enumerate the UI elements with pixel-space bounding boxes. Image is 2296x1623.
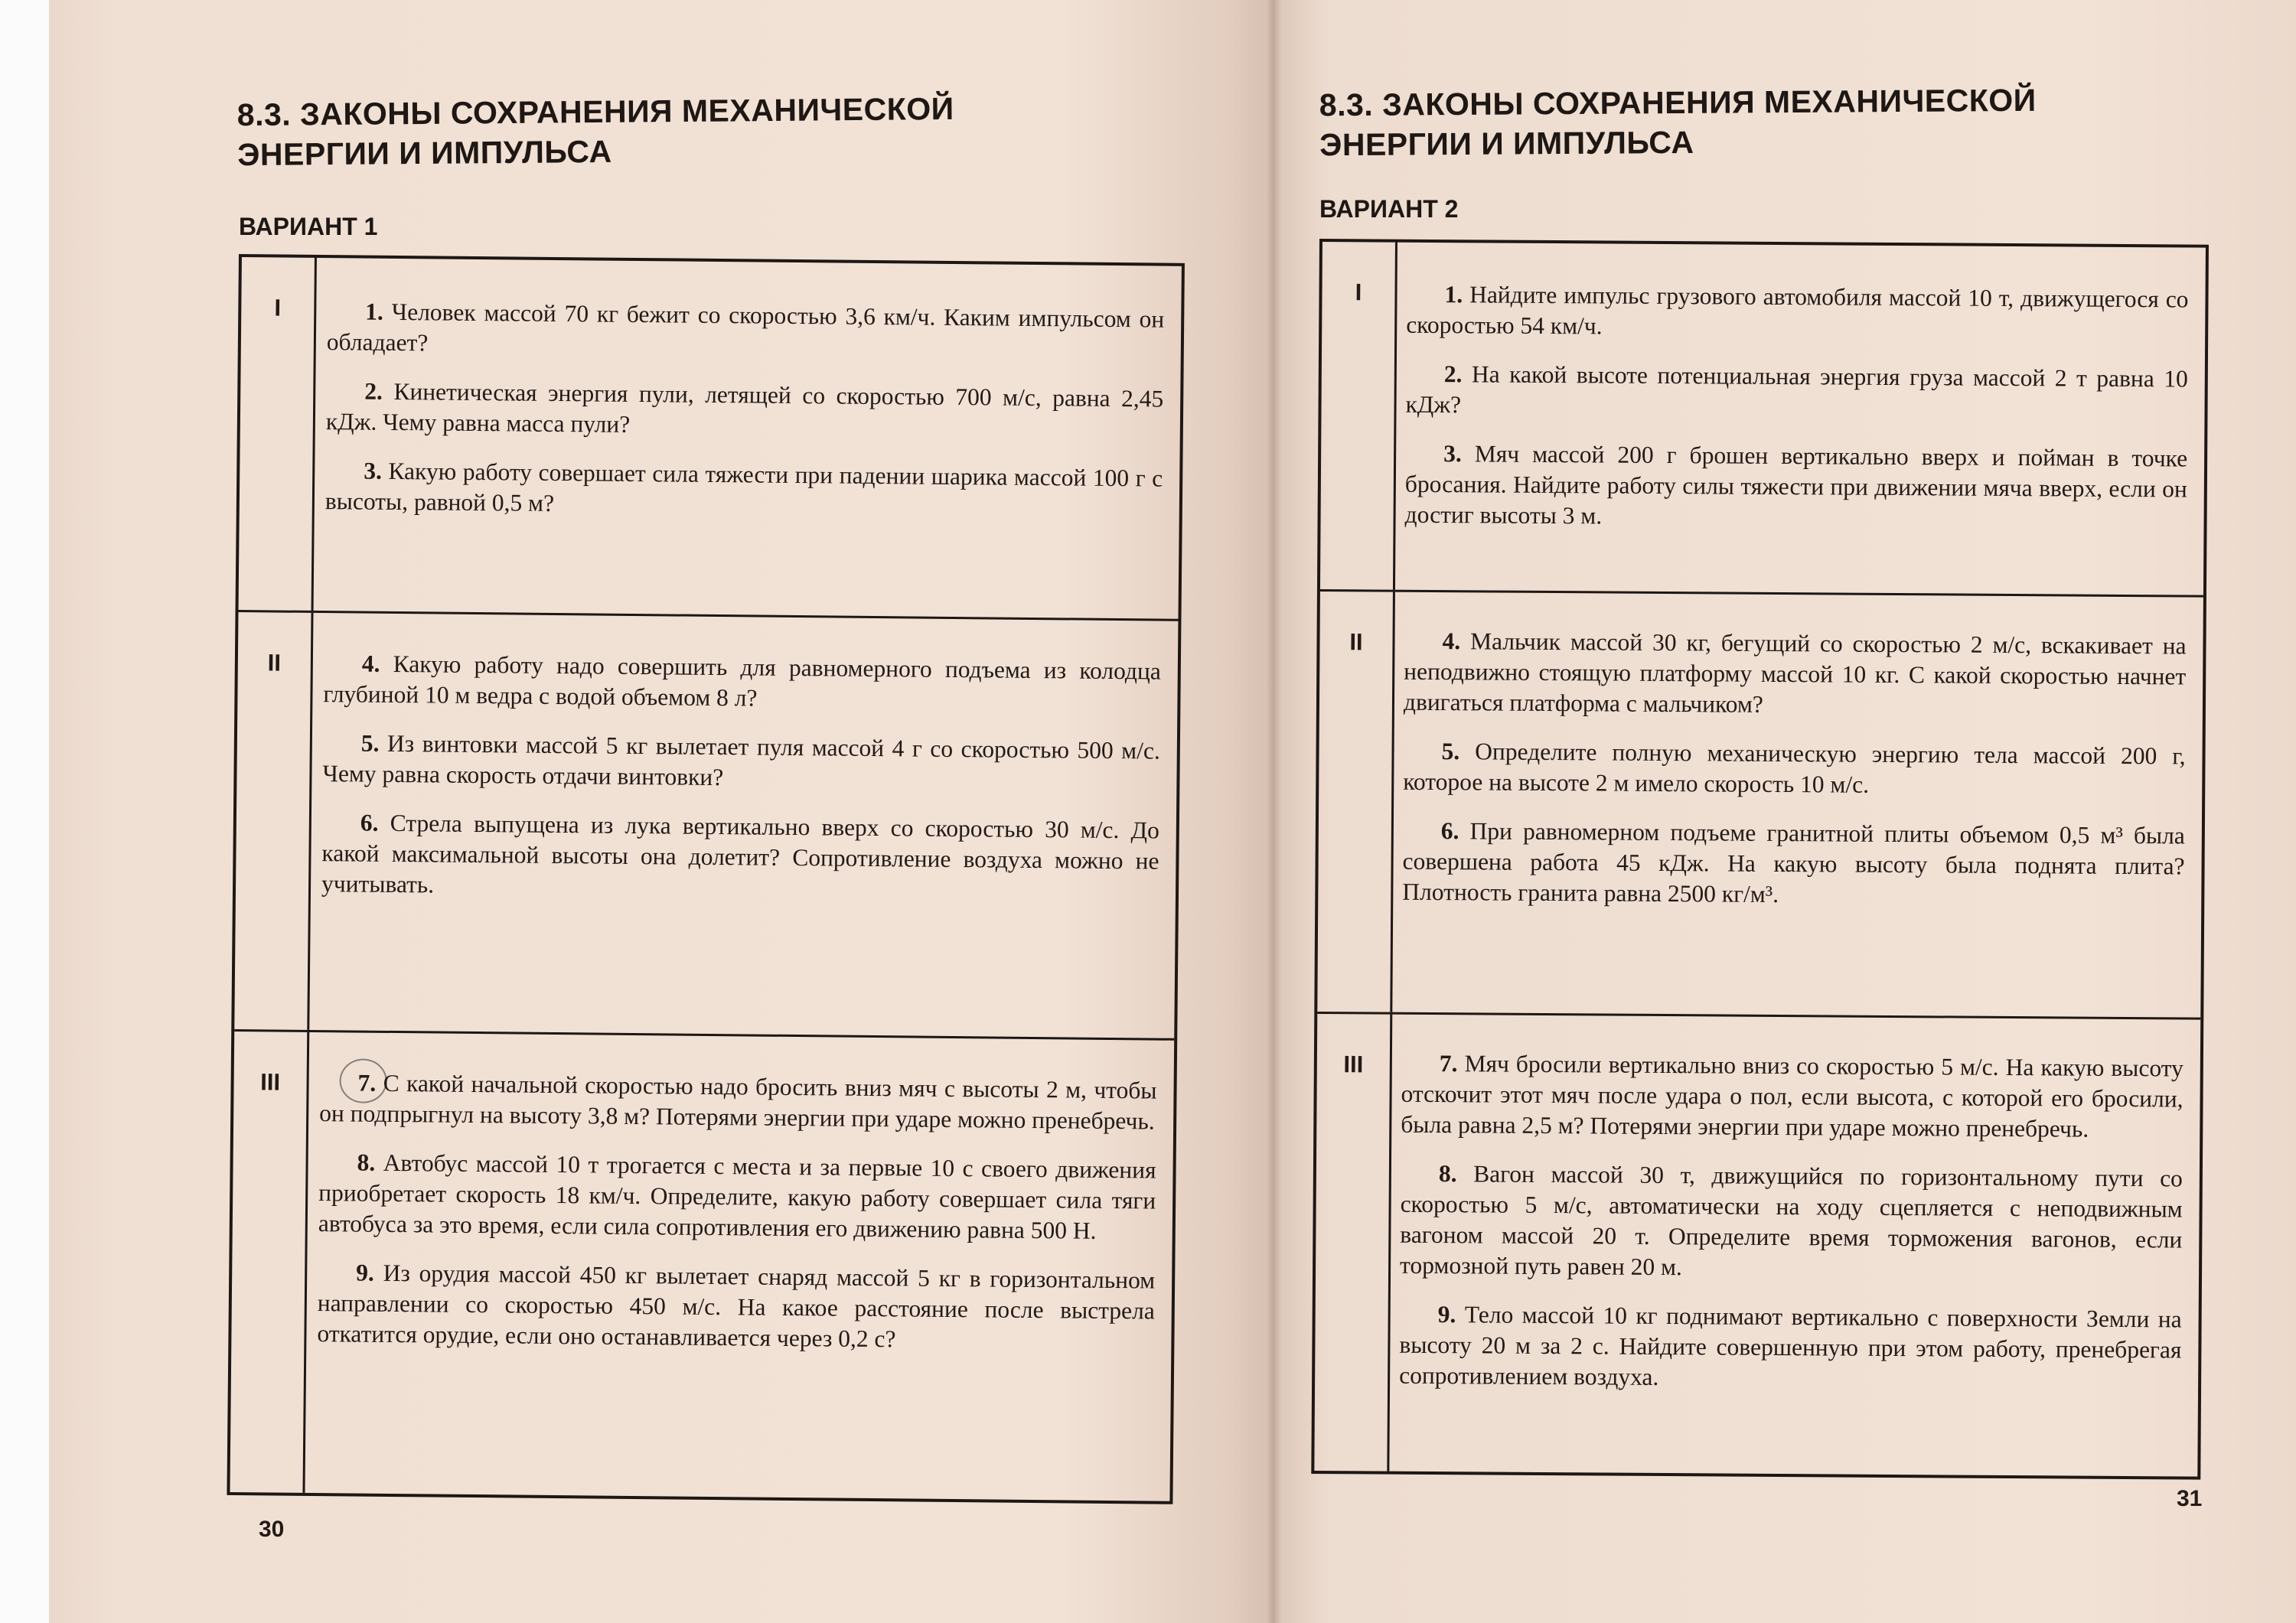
problem-number: 9. — [356, 1259, 375, 1286]
problem-4 — [1404, 626, 2187, 723]
problem-text: Человек массой 70 кг бежит со скоростью 3,6 км/ч. Каким импульсом он обладает? — [326, 298, 1165, 357]
problem-list — [1402, 592, 2187, 931]
table-row — [234, 612, 1178, 1041]
scan-background — [0, 0, 49, 1623]
level-label: III — [260, 1068, 281, 1096]
problem-number: 3. — [364, 457, 383, 484]
problem-6 — [321, 807, 1159, 907]
problem-text: Мяч массой 200 г брошен вертикально вверх и пойман в точке бросания. Найдите работу силы тяжести при движении мяча вверх, если он достиг высоты 3 м. — [1404, 440, 2188, 530]
level-label: I — [1355, 279, 1362, 306]
problem-8 — [318, 1147, 1156, 1247]
level-label: I — [274, 294, 282, 321]
problem-text: Тело массой 10 кг поднимают вертикально с поверхности Земли на высоту 20 м за 2 с. Найдите совершенную при этом работу, пренебрегая сопротивлением воздуха. — [1399, 1301, 2182, 1390]
problem-number: 4. — [361, 650, 380, 677]
page-title — [1319, 80, 2037, 165]
level-cell — [1314, 1014, 1392, 1471]
table-row — [1317, 592, 2203, 1020]
problem-3 — [1404, 438, 2187, 536]
problem-number: 8. — [357, 1149, 376, 1176]
task-table — [227, 254, 1185, 1504]
problem-text: Кинетическая энергия пули, летящей со скоростью 700 м/с, равна 2,45 кДж. Чему равна масса пули? — [325, 377, 1164, 438]
level-label: II — [1349, 628, 1363, 656]
problem-text: Найдите импульс грузового автомобиля массой 10 т, движущегося со скоростью 54 км/ч. — [1406, 281, 2189, 340]
book-spine — [1266, 0, 1281, 1623]
table-row — [239, 257, 1182, 621]
level-label: III — [1343, 1051, 1364, 1078]
problem-number: 6. — [360, 809, 379, 836]
problem-list — [317, 1032, 1157, 1375]
problem-number: 2. — [364, 377, 383, 405]
problem-5 — [1403, 736, 2186, 803]
problem-1 — [327, 296, 1165, 365]
problem-text: Определите полную механическую энергию тела массой 200 г, которое на высоте 2 м имело скорость 10 м/с. — [1403, 738, 2186, 798]
problem-4 — [323, 648, 1161, 717]
level-cell — [230, 1031, 309, 1493]
title-line-1: 8.3. ЗАКОНЫ СОХРАНЕНИЯ МЕХАНИЧЕСКОЙ — [236, 90, 954, 133]
table-row — [1320, 242, 2206, 598]
problem-text: Мяч бросили вертикально вниз со скоростью 5 м/с. На какую высоту отскочит этот мяч после удара о пол, если высота, с которой его бросили, была равна 2,5 м? Потерями энергии при ударе можно пренебречь. — [1401, 1050, 2183, 1142]
problem-number: 5. — [1441, 738, 1460, 765]
problem-number: 1. — [365, 298, 384, 325]
problem-text: На какой высоте потенциальная энергия груза массой 2 т равна 10 кДж? — [1405, 360, 2188, 419]
table-row — [230, 1031, 1174, 1501]
problem-number: 5. — [360, 729, 380, 757]
problem-text: Автобус массой 10 т трогается с места и за первые 10 с своего движения приобретает скорость 18 км/ч. Определите, какую работу совершает сила тяги автобуса за это время, если сила сопротивления его движению равна 500 Н. — [318, 1149, 1156, 1244]
problem-5 — [322, 728, 1160, 797]
open-book — [49, 0, 2296, 1623]
problem-text: Какую работу совершает сила тяжести при падении шарика массой 100 г с высоты, равной 0,5 м? — [325, 457, 1163, 517]
problem-text: При равномерном подъеме гранитной плиты объемом 0,5 м³ была совершена работа 45 кДж. На какую высоту была поднята плита? Плотность гранита равна 2500 кг/м³. — [1402, 817, 2185, 908]
variant-label: ВАРИАНТ 1 — [239, 213, 378, 240]
problem-text: Из винтовки массой 5 кг вылетает пуля массой 4 г со скоростью 500 м/с. Чему равна скорость отдачи винтовки? — [322, 729, 1160, 791]
problem-list — [325, 258, 1164, 543]
problem-number: 3. — [1443, 440, 1462, 468]
problem-9 — [317, 1257, 1155, 1357]
right-page — [1281, 0, 2296, 1623]
problem-number: 1. — [1444, 281, 1463, 308]
problem-number: 4. — [1442, 627, 1461, 655]
level-cell — [239, 257, 317, 611]
problem-number: 8. — [1438, 1160, 1457, 1188]
left-page — [49, 0, 1266, 1623]
problem-1 — [1406, 279, 2189, 346]
problem-number: 6. — [1440, 817, 1459, 845]
level-label: II — [267, 649, 282, 676]
task-table — [1311, 239, 2209, 1480]
level-cell — [234, 612, 313, 1030]
problem-number: 7. — [357, 1069, 377, 1097]
problem-number: 9. — [1437, 1301, 1456, 1328]
problem-text: Вагон массой 30 т, движущийся по горизонтальному пути со скоростью 5 м/с, автоматически на ходу сцепляется с неподвижным вагоном массой 20 т. Определите время торможения вагонов, если тормозной путь равен 20 м. — [1399, 1160, 2183, 1281]
page-number: 31 — [2177, 1486, 2203, 1511]
problem-list — [1404, 243, 2189, 554]
problem-text: Мальчик массой 30 кг, бегущий со скоростью 2 м/с, вскакивает на неподвижно стоящую платформу массой 10 кг. С какой скоростью начнет двигаться платформа с мальчиком? — [1403, 627, 2187, 718]
page-title — [237, 89, 955, 174]
level-cell — [1320, 242, 1397, 590]
page-number: 30 — [259, 1517, 285, 1542]
problem-text: Из орудия массой 450 кг вылетает снаряд массой 5 кг в горизонтальном направлении со скоростью 450 м/с. На какое расстояние после выстрела откатится орудие, если оно останавливается через 0,2 с? — [317, 1259, 1156, 1353]
problem-list — [1399, 1015, 2183, 1415]
problem-2 — [326, 376, 1164, 445]
problem-9 — [1399, 1299, 2182, 1396]
problem-text: С какой начальной скоростью надо бросить вниз мяч с высоты 2 м, чтобы он подпрыгнул на высоту 3,8 м? Потерями энергии при ударе можно пренебречь. — [319, 1069, 1157, 1135]
problem-number: 2. — [1443, 360, 1463, 388]
problem-6 — [1402, 816, 2185, 913]
problem-7 — [319, 1067, 1157, 1136]
variant-label: ВАРИАНТ 2 — [1319, 195, 1459, 223]
title-line-2: ЭНЕРГИИ И ИМПУЛЬСА — [237, 133, 612, 173]
problem-list — [321, 613, 1162, 925]
level-cell — [1317, 592, 1395, 1012]
problem-text: Стрела выпущена из лука вертикально вверх со скоростью 30 м/с. До какой максимальной высоты она долетит? Сопротивление воздуха можно не учитывать. — [321, 809, 1159, 898]
title-line-1: 8.3. ЗАКОНЫ СОХРАНЕНИЯ МЕХАНИЧЕСКОЙ — [1319, 82, 2037, 123]
problem-2 — [1405, 359, 2188, 425]
title-line-2: ЭНЕРГИИ И ИМПУЛЬСА — [1319, 124, 1694, 163]
problem-8 — [1400, 1159, 2183, 1286]
problem-7 — [1401, 1048, 2183, 1146]
problem-3 — [325, 455, 1163, 524]
problem-text: Какую работу надо совершить для равномерного подъема из колодца глубиной 10 м ведра с водой объемом 8 л? — [323, 650, 1162, 712]
problem-number: 7. — [1439, 1050, 1458, 1077]
table-row — [1314, 1014, 2200, 1477]
